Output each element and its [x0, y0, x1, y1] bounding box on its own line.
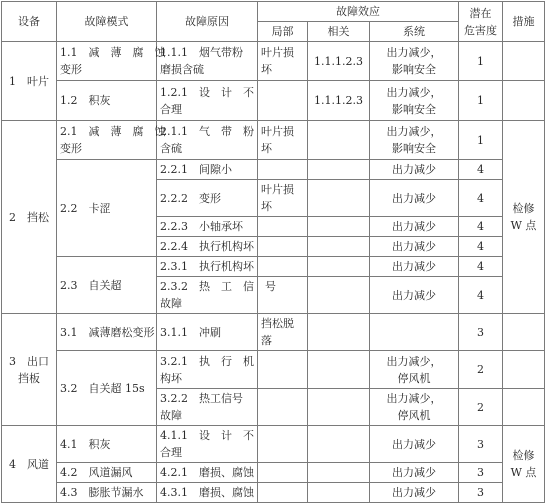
effect-system-cell: 出力减少 — [370, 217, 459, 237]
hazard-cell: 4 — [459, 160, 503, 180]
failure-cause-cell: 3.2.2 热工信号 故障 — [157, 389, 258, 426]
device-cell: 2 挡松 — [2, 121, 57, 314]
effect-related-cell — [308, 217, 370, 237]
effect-related-cell — [308, 180, 370, 217]
effect-system-cell: 出力减少 — [370, 483, 459, 503]
effect-related-cell — [308, 257, 370, 277]
failure-cause-cell: 4.1.1 设 计 不 合理 — [157, 426, 258, 463]
effect-local-cell: 叶片损坏 — [258, 180, 308, 217]
effect-related-cell: 1.1.1.2.3 — [308, 81, 370, 121]
hazard-cell: 2 — [459, 351, 503, 389]
hazard-cell: 4 — [459, 277, 503, 314]
table-row — [2, 314, 545, 351]
failure-mode-cell: 1.2 积灰 — [57, 81, 157, 121]
effect-related-cell — [308, 483, 370, 503]
table-row — [2, 257, 545, 277]
effect-related-cell — [308, 314, 370, 351]
effect-system-cell: 出力减少， 停风机 — [370, 351, 459, 389]
header-failure-cause: 故障原因 — [157, 2, 258, 42]
effect-local-cell — [258, 257, 308, 277]
failure-cause-cell: 2.2.3 小轴承坏 — [157, 217, 258, 237]
fmea-table-body — [2, 42, 545, 503]
effect-related-cell — [308, 277, 370, 314]
failure-mode-cell: 2.2 卡涩 — [57, 160, 157, 257]
hazard-cell: 3 — [459, 314, 503, 351]
failure-mode-cell: 4.3 膨胀节漏水 — [57, 483, 157, 503]
effect-local-cell — [258, 389, 308, 426]
failure-cause-cell: 2.2.2 变形 — [157, 180, 258, 217]
header-device: 设备 — [2, 2, 57, 42]
measure-cell — [503, 81, 545, 121]
effect-local-cell — [258, 483, 308, 503]
effect-system-cell: 出力减少 — [370, 426, 459, 463]
effect-local-cell — [258, 426, 308, 463]
header-effect-system: 系统 — [370, 22, 459, 42]
effect-system-cell: 出力减少 — [370, 463, 459, 483]
effect-system-cell: 出力减少 — [370, 180, 459, 217]
failure-mode-cell: 4.2 风道漏风 — [57, 463, 157, 483]
effect-local-cell — [258, 351, 308, 389]
effect-system-cell: 出力减少， 影响安全 — [370, 42, 459, 81]
hazard-cell: 1 — [459, 121, 503, 160]
effect-related-cell — [308, 463, 370, 483]
effect-system-cell: 出力减少， 停风机 — [370, 389, 459, 426]
effect-local-cell: 叶片损坏 — [258, 42, 308, 81]
effect-local-cell: 叶片损坏 — [258, 121, 308, 160]
measure-cell: 检修 W 点 — [503, 121, 545, 314]
effect-related-cell — [308, 160, 370, 180]
effect-related-cell — [308, 121, 370, 160]
failure-mode-cell: 2.1 减 薄 腐 蚀 变形 — [57, 121, 157, 160]
failure-mode-cell: 2.3 自关超 — [57, 257, 157, 314]
table-row — [2, 426, 545, 463]
effect-system-cell: 出力减少 — [370, 160, 459, 180]
effect-local-cell — [258, 237, 308, 257]
failure-cause-cell: 2.2.4 执行机构坏 — [157, 237, 258, 257]
failure-mode-cell: 3.2 自关超 15s — [57, 351, 157, 426]
table-row — [2, 483, 545, 503]
failure-cause-cell: 2.2.1 间隙小 — [157, 160, 258, 180]
effect-system-cell: 出力减少 — [370, 257, 459, 277]
device-cell: 4 风道 — [2, 426, 57, 503]
effect-related-cell — [308, 389, 370, 426]
failure-mode-cell: 1.1 减 薄 腐 蚀 变形 — [57, 42, 157, 81]
failure-cause-cell: 4.3.1 磨损、腐蚀 — [157, 483, 258, 503]
hazard-cell: 4 — [459, 180, 503, 217]
effect-local-cell — [258, 463, 308, 483]
hazard-cell: 3 — [459, 483, 503, 503]
header-failure-effect: 故障效应 — [258, 2, 459, 22]
fmea-table — [1, 1, 545, 503]
hazard-cell: 4 — [459, 257, 503, 277]
effect-local-cell — [258, 81, 308, 121]
table-row — [2, 42, 545, 81]
effect-related-cell: 1.1.1.2.3 — [308, 42, 370, 81]
measure-cell — [503, 351, 545, 389]
effect-system-cell — [370, 314, 459, 351]
effect-local-cell: 挡松脱落 — [258, 314, 308, 351]
measure-cell — [503, 314, 545, 351]
hazard-cell: 3 — [459, 463, 503, 483]
failure-cause-cell: 3.2.1 执 行 机 构坏 — [157, 351, 258, 389]
effect-system-cell: 出力减少 — [370, 237, 459, 257]
failure-mode-cell: 3.1 减薄磨松变形 — [57, 314, 157, 351]
hazard-cell: 1 — [459, 42, 503, 81]
effect-related-cell — [308, 426, 370, 463]
measure-cell — [503, 389, 545, 426]
effect-system-cell: 出力减少， 影响安全 — [370, 121, 459, 160]
failure-cause-cell: 2.3.1 执行机构坏 — [157, 257, 258, 277]
failure-cause-cell: 2.1.1 气 带 粉 含硫 — [157, 121, 258, 160]
hazard-cell: 1 — [459, 81, 503, 121]
measure-cell: 检修 W 点 — [503, 426, 545, 503]
header-failure-mode: 故障模式 — [57, 2, 157, 42]
effect-system-cell: 出力减少 — [370, 277, 459, 314]
hazard-cell: 2 — [459, 389, 503, 426]
hazard-cell: 3 — [459, 426, 503, 463]
effect-related-cell — [308, 351, 370, 389]
device-cell: 3 出口 挡板 — [2, 314, 57, 426]
table-row — [2, 121, 545, 160]
failure-mode-cell: 4.1 积灰 — [57, 426, 157, 463]
effect-system-cell: 出力减少， 影响安全 — [370, 81, 459, 121]
header-effect-related: 相关 — [308, 22, 370, 42]
effect-local-cell — [258, 217, 308, 237]
failure-cause-cell: 3.1.1 冲刷 — [157, 314, 258, 351]
table-row — [2, 463, 545, 483]
table-row — [2, 160, 545, 180]
failure-cause-cell: 2.3.2 热 工 信 号 故障 — [157, 277, 258, 314]
header-measures: 措施 — [503, 2, 545, 42]
failure-cause-cell: 4.2.1 磨损、腐蚀 — [157, 463, 258, 483]
failure-cause-cell: 1.1.1 烟气带粉 磨损含硫 — [157, 42, 258, 81]
header-effect-local: 局部 — [258, 22, 308, 42]
hazard-cell: 4 — [459, 217, 503, 237]
failure-cause-cell: 1.2.1 设 计 不 合理 — [157, 81, 258, 121]
device-cell: 1 叶片 — [2, 42, 57, 121]
hazard-cell: 4 — [459, 237, 503, 257]
table-row — [2, 351, 545, 389]
table-row — [2, 81, 545, 121]
effect-local-cell — [258, 160, 308, 180]
header-potential-hazard: 潜在 危害度 — [459, 2, 503, 42]
measure-cell — [503, 42, 545, 81]
effect-related-cell — [308, 237, 370, 257]
